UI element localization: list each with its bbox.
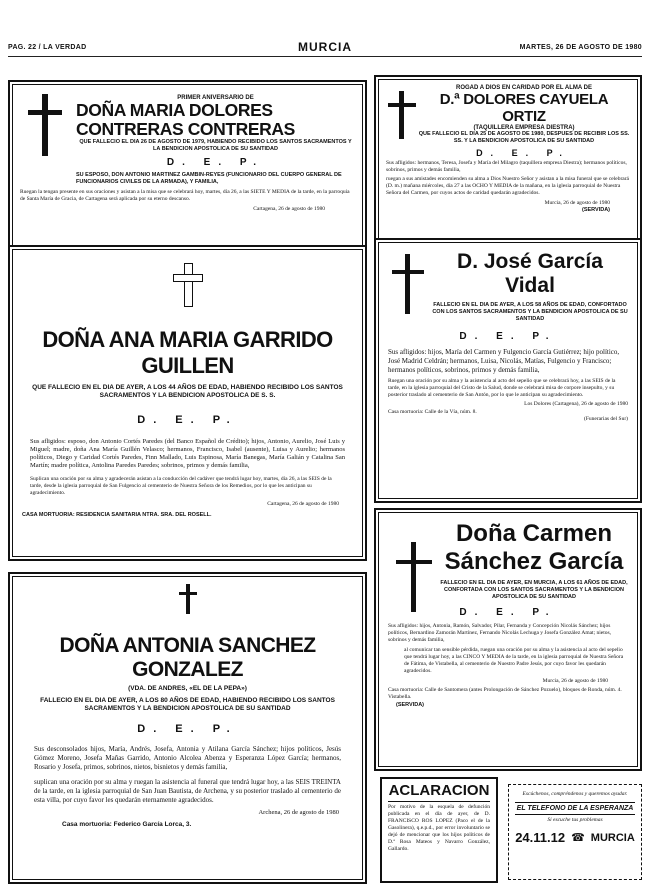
mortuary-address: CASA MORTUORIA: RESIDENCIA SANITARIA NTRA. SRA. DEL ROSELL. [22,512,212,518]
request-text: Ruegan una oración por su alma y la asistencia al acto del sepelio que se celebrará hoy, a las SEIS de la tarde, en la iglesia parroquial del Cristo de la Salud, donde se celebrará misa de corpore insepulto, y su posterior traslado al cementerio de San Antón, por lo que le anticipan su agradecimiento. [388,378,616,398]
mourners-text: Sus desconsolados hijos, María, Andrés, Josefa, Antonia y Atilana García Sánchez; hijos políticos, Jesús Gómez Moreno, Josefa Mañas Garrido, Antonio Alcolea Abenza y Esperanza López García; hermanos, Rosario y Josefa, primos, sobrinos, nietos, bisnietos y demás familia, [34,745,341,771]
cross-icon [392,254,424,314]
deceased-name-line-2: Sánchez García [444,548,624,575]
death-notice: QUE FALLECIO EN EL DIA DE AYER, A LOS 44 AÑOS DE EDAD, HABIENDO RECIBIDO LOS SANTOS SACRAMENTOS Y LA BENDICION APOSTOLICA DE S. S. [32,384,343,399]
mourners-text: Sus afligidos: hijos, Antonia, Ramón, Salvador, Pilar, Fernanda y Concepción Nicolás Sánchez; hijos políticos, Bernardino Zamorán Martínez, Fernando Nicolás Lechuga y Josefa González Amat; nietos, sobrinos y demás familia, [388,623,611,643]
mourners-text: Sus afligidos: esposo, don Antonio Cortés Paredes (del Banco Español de Crédito); hijos, Antonio, Aurelio, José Luis y Miguel; madre, doña Ana María Guillén Velasco; hermanos, Francisco, Isabel (ausente), Luisa y Aurelio; hermanos políticos, Diego y Caridad Cortés Paredes, Finn Mallado, Luis Espinosa, María Banegas, María Galián y Catalina San Martín; madre política, Antolina Paredes Paredes; sobrinos, primos y demás familia, [30,438,345,469]
clarification-title: ACLARACION [388,783,490,802]
dep-label: D. E. P. [166,157,265,168]
request-text: suplican una oración por su alma y ruegan la asistencia al funeral que tendrá lugar hoy, a las SEIS TREINTA de la tarde, en la iglesia parroquial de San Juan Bautista, de Archena, y su posterior traslado al cementerio de esta villa, por cuyo favor les quedarán eternamente agradecidos. [34,778,341,804]
anniversary-label: PRIMER ANIVERSARIO DE [177,95,254,101]
page-header [8,40,642,57]
place-date: Murcia, 26 de agosto de 1980 [542,678,608,684]
deceased-name-line-2: Vidal [505,274,555,297]
agency-label: (Funerarias del Sur) [584,416,628,422]
cross-icon [28,94,62,156]
deceased-name: D.ª DOLORES CAYUELA ORTIZ [439,91,609,125]
obituary-sanchez-garcia [374,508,642,771]
obituary-contreras [8,80,367,268]
ad-phone-number: 24.11.12 [515,830,566,845]
deceased-name-line-1: Doña Carmen [455,520,613,547]
mortuary-address: Casa mortuoria: Federico García Lorca, 3. [62,821,192,828]
obituary-sanchez-gonzalez [8,572,367,884]
ad-tagline: Si escuche tus problemas [547,817,603,823]
mourners-text: Sus afligidos: hijos, María del Carmen y Fulgencio García Gutiérrez; hijo político, José Madrid Celdrán; hermanos, Luisa, Nicolás, Matías, Fulgencio y Francisco; hermanos políticos, sobrinos, primos y demás familia, [388,348,620,374]
dep-label: D. E. P. [476,148,570,158]
intro-label: ROGAD A DIOS EN CARIDAD POR EL ALMA DE [455,85,592,91]
ad-slogan: EL TELEFONO DE LA ESPERANZA [515,802,635,815]
deceased-name: DOÑA MARIA DOLORES CONTRERAS CONTRERAS [76,100,295,139]
request-text: Ruegan la tengan presente en sus oraciones y asistan a la misa que se celebrará hoy, martes, día 26, a las SIETE Y MEDIA de la tarde, en la parroquia de Santa María de Gracia, de Cartagena será aplicada por su eterno descanso. [20,189,350,202]
mortuary-address: Casa mortuoria: Calle de la Vía, núm. 8. [388,409,477,415]
agency-label: (SERVIDA) [581,207,610,213]
cross-icon [396,542,432,612]
place-date: Cartagena, 26 de agosto de 1980 [253,206,325,212]
death-notice: QUE FALLECIO EL DIA 26 DE AGOSTO DE 1979, HABIENDO RECIBIDO LOS SANTOS SACRAMENTOS Y LA BENDICION APOSTOLICA DE SU SANTIDAD [79,139,352,152]
phone-icon: ☎ [571,832,585,844]
cross-icon [388,91,416,139]
alias-label: (VDA. DE ANDRES, «EL DE LA PEPA») [128,685,247,692]
death-notice: FALLECIO EN EL DIA DE AYER, A LOS 58 AÑOS DE EDAD, CONFORTADO CON LOS SANTOS SACRAMENTOS Y LA BENDICION APOSTOLICA DE SU SANTIDAD [432,302,628,322]
death-notice: FALLECIO EN EL DIA DE AYER, EN MURCIA, A LOS 61 AÑOS DE EDAD, CONFORTADA CON LOS SANTOS SACRAMENTOS Y LA BENDICION APOSTOLICA DE SU SANTIDAD [440,580,628,600]
request-text: Suplican una oración por su alma y agradecerán asistan a la conducción del cadáver que tendrá lugar hoy, martes, día 26, a las SEIS de la tarde, desde la iglesia parroquial de San Fulgencio al cementerio de Nuestra Señora de los Remedios, por lo que les anticipan su agradecimiento. [30,476,332,496]
page-number-label: PAG. 22 / LA VERDAD [8,44,87,51]
alias-label: (TAQUILLERA EMPRESA DIESTRA) [473,125,575,131]
deceased-name: DOÑA ANTONIA SANCHEZ GONZALEZ [59,634,316,681]
place-date: Archena, 26 de agosto de 1980 [258,809,339,816]
place-date: Murcia, 26 de agosto de 1980 [544,200,610,206]
agency-label: (SERVIDA) [396,702,425,708]
request-text: ruegan a sus amistades encomienden su alma a Dios Nuestro Señor y asistan a la misa funeral que se celebrará (D. m.) mañana miércoles, día 27 a las OCHO Y MEDIA de la mañana, en la iglesia parroquial de Nuestra Señora del Carmen, por cuyos actos de caridad quedarán agradecidos. [386,176,629,196]
hope-phone-ad [508,784,642,880]
dep-label: D. E. P. [459,331,557,342]
dep-label: D. E. P. [137,414,238,426]
clarification-notice [380,777,498,883]
mourners-text: Sus afligidos: hermanos, Teresa, Josefa y María del Milagro (taquillera empresa Diestra); hermanos políticos, sobrinos, primos y demás familia, [386,160,627,173]
deceased-name-line-1: D. José García [457,250,603,273]
ad-intro: Escúchenos, compréndenos y queremos ayudar. [522,791,628,797]
death-notice: FALLECIO EN EL DIA DE AYER, A LOS 80 AÑOS DE EDAD, HABIENDO RECIBIDO LOS SANTOS SACRAMENTOS Y LA BENDICION APOSTOLICA DE SU SANTIDAD [40,697,335,712]
dep-label: D. E. P. [137,723,238,735]
place-date: Los Dolores (Cartagena), 26 de agosto de 1980 [524,401,628,407]
section-title: MURCIA [298,40,352,54]
dep-label: D. E. P. [459,607,557,618]
family-text: SU ESPOSO, DON ANTONIO MARTINEZ GAMBIN-REYES (FUNCIONARIO DEL CUERPO GENERAL DE FUNCIONARIOS CIVILES DE LA ARMADA), Y FAMILIA, [76,172,342,185]
cross-icon [179,584,197,614]
obituary-garrido [8,245,367,561]
mortuary-address: Casa mortuoria: Calle de Santomera (antes Prolongación de Sánchez Pozuelo), bloques de Ronda, núm. 4. Vistabella. [388,687,622,700]
deceased-name: DOÑA ANA MARIA GARRIDO GUILLEN [42,327,333,378]
cross-icon [173,263,203,307]
request-text: al comunicar tan sensible pérdida, ruegan una oración por su alma y la asistencia al acto del sepelio que tendrá lugar hoy, a las CINCO Y MEDIA de la tarde, en la iglesia parroquial de Nuestra Señora de Fátima, de Vistabella, al cementerio de Nuestro Padre Jesús, por cuyo favor les quedarán agradecidos. [404,647,624,674]
place-date: Cartagena, 26 de agosto de 1980 [267,501,339,507]
clarification-body: Por motivo de la esquela de defunción publicada en el día de ayer, de D. FRANCISCO ROS LOPEZ (Paco el de la Gasolinera), q.e.p.d., por error involuntario se dejó de mencionar que los hijos políticos de D.ª Rosa Mateos y Navarro González, Gallardo. [388,804,490,852]
page-date: MARTES, 26 DE AGOSTO DE 1980 [519,44,642,51]
death-notice: QUE FALLECIO EL DIA 25 DE AGOSTO DE 1980, DESPUES DE RECIBIR LOS SS. SS. Y LA BENDICION APOSTOLICA DE SU SANTIDAD [418,131,630,144]
ad-city: MURCIA [590,831,635,844]
obituary-garcia-vidal [374,238,642,503]
